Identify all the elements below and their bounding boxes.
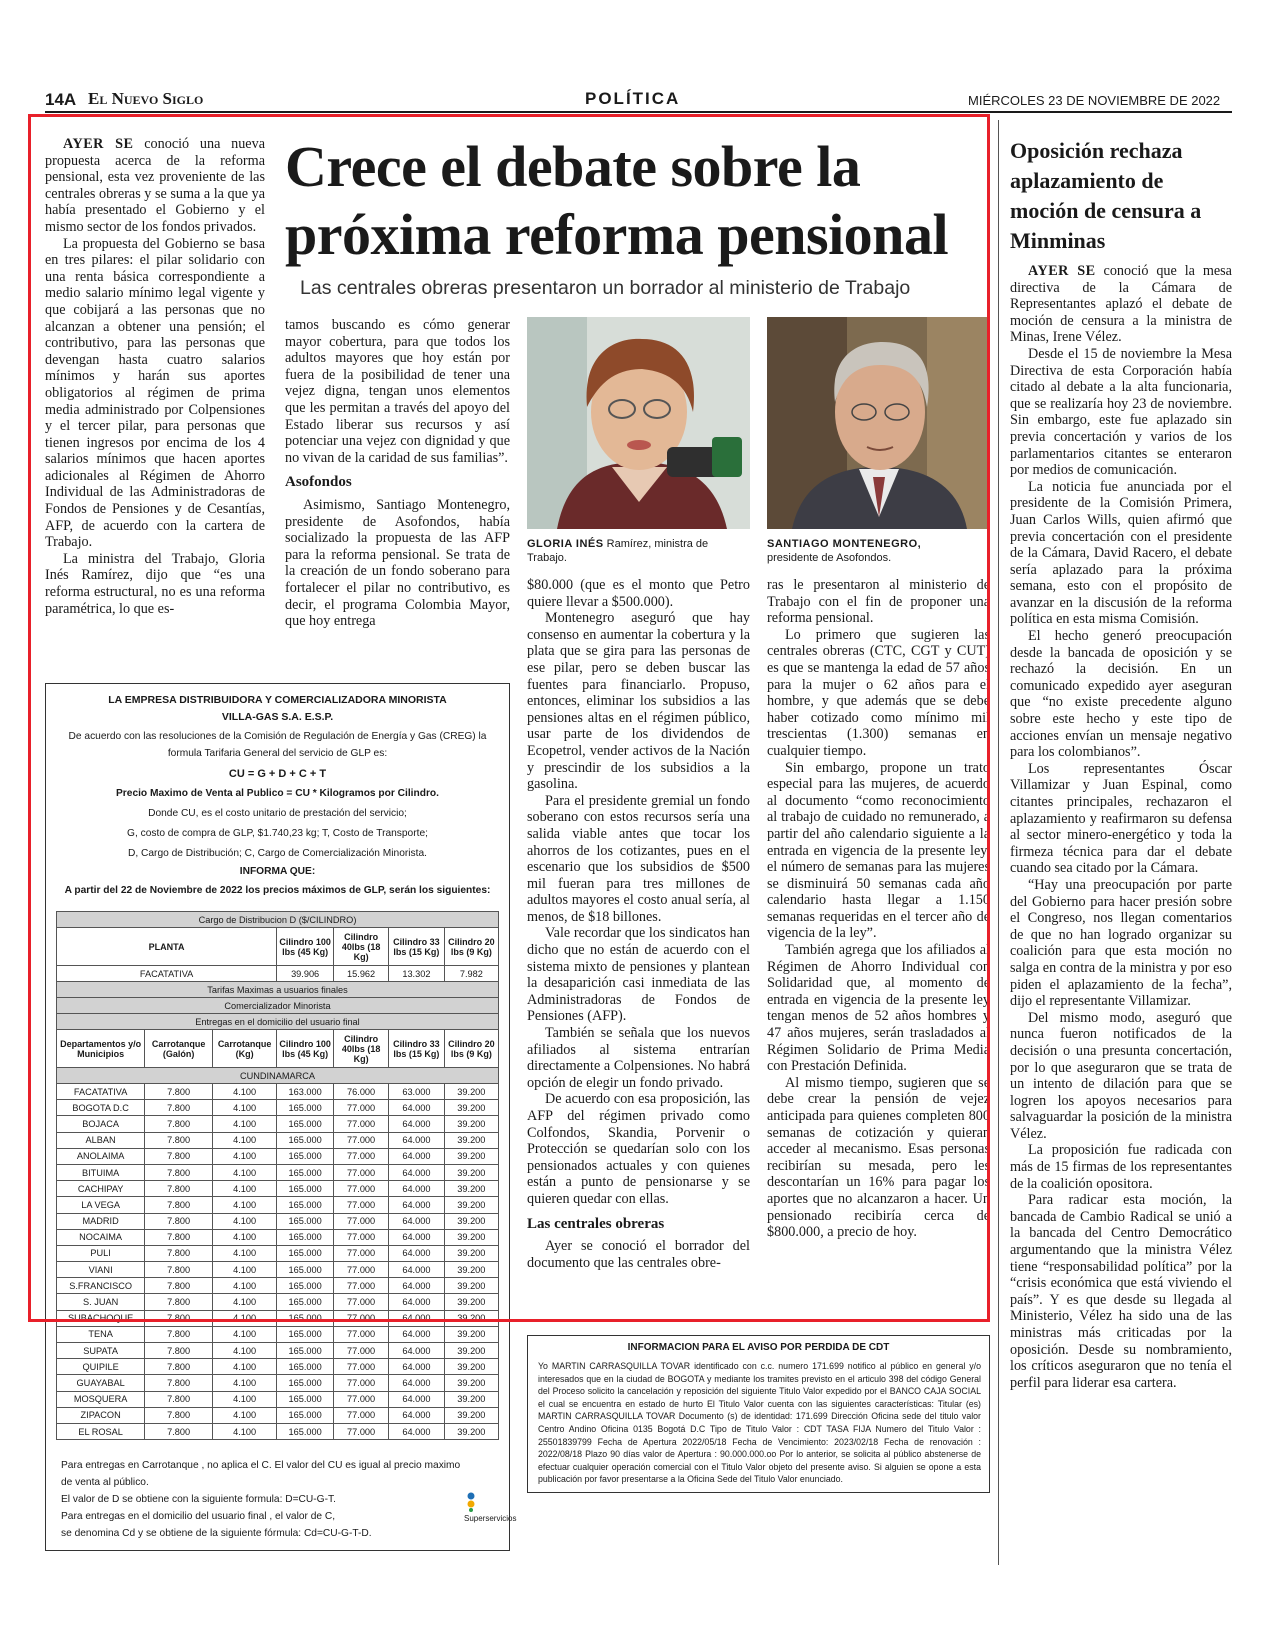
table-cell: 7.800	[145, 1343, 213, 1359]
table-cell: 165.000	[277, 1294, 334, 1310]
table-cell: 64.000	[389, 1375, 445, 1391]
band-distribucion: Cargo de Distribucion D ($/CILINDRO)	[57, 912, 499, 928]
table-cell: 165.000	[277, 1262, 334, 1278]
table-cell: 4.100	[213, 1132, 277, 1148]
photo-caption-1	[527, 537, 750, 565]
table-cell: 4.100	[213, 1213, 277, 1229]
table-band-row	[57, 982, 499, 998]
article-paragraph: Vale recordar que los sindicatos han dicho que no están de acuerdo con el sistema mixto de pensiones y plantean la desaparición casi inmediata de las Administradoras de Fondos de Pensiones (AFP).	[527, 925, 750, 1025]
table-cell: 64.000	[389, 1164, 445, 1180]
table-cell: 7.800	[145, 1084, 213, 1100]
cyl-header-33: Cilindro 33 lbs (15 Kg)	[389, 1030, 445, 1068]
table-row	[57, 1359, 499, 1375]
article-paragraph	[1010, 263, 1232, 346]
table-cell: 39.200	[444, 1148, 498, 1164]
table-cell: 77.000	[334, 1310, 389, 1326]
article-paragraph: “Hay una preocupación por parte del Gobierno para hacer presión sobre el Congreso, nos llegan comentarios de que no han logrado organizar su coalición para que esta moción no salga en contra de la ministra y por eso piden el aplazamiento de la fecha”, dijo el representante Villamizar.	[1010, 876, 1232, 1010]
table-row	[57, 1132, 499, 1148]
table-cell: 7.800	[145, 1197, 213, 1213]
table-cell: 4.100	[213, 1100, 277, 1116]
article-paragraph: $80.000 (que es el monto que Petro quiere llevar a $500.000).	[527, 577, 750, 610]
table-cell: 165.000	[277, 1132, 334, 1148]
table-header-row	[57, 1030, 499, 1068]
table-cell: BOJACA	[57, 1116, 145, 1132]
table-cell: 39.200	[444, 1229, 498, 1245]
table-cell: 165.000	[277, 1164, 334, 1180]
page-number: 14A	[45, 90, 77, 109]
table-cell: 7.982	[444, 966, 498, 982]
table-row	[57, 1262, 499, 1278]
table-cell: 165.000	[277, 1310, 334, 1326]
article-paragraph: Al mismo tiempo, sugieren que se debe crear la pensión de vejez anticipada para quienes completen 800 semanas de cotización y quieran acceder al mecanismo. Esas personas recibirían su mesada, pero les descontarían un 16% para pagar los aportes que no alcanzaron a hacer. Un pensionado recibiría cerca de $800.000, a precio de hoy.	[767, 1074, 990, 1241]
article-paragraph: Asimismo, Santiago Montenegro, presidente de Asofondos, había socializado la propuesta de las AFP para la reforma pensional. Se trata de la creación de un fondo soberano para fortalecer el pilar no contributivo, es decir, el programa Colombia Mayor, que hoy entrega	[285, 496, 510, 630]
main-subheadline: Las centrales obreras presentaron un borrador al ministerio de Trabajo	[300, 277, 911, 299]
article-paragraph: tamos buscando es cómo generar mayor cobertura, para que todos los adultos mayores que hoy están por fuera de la posibilidad de tener una vejez digna, tengan unos elementos que les permitan a través del apoyo del Estado liberar sus recursos y así potenciar una vejez con dignidad y que no vivan de la caridad de sus familias”.	[285, 317, 510, 466]
ad-footnote: El valor de D se obtiene con la siguiente formula: D=CU-G-T.	[61, 1494, 336, 1505]
table-cell: 64.000	[389, 1148, 445, 1164]
table-cell: 4.100	[213, 1407, 277, 1423]
table-row	[57, 1310, 499, 1326]
table-cell: 77.000	[334, 1148, 389, 1164]
dept-header: Departamentos y/o Municipios	[57, 1030, 145, 1068]
table-cell: 64.000	[389, 1359, 445, 1375]
article-paragraph: Del mismo modo, aseguró que nunca fueron notificados de la decisión o una presunta concertación, por lo que aseguraron que se trata de un intento de dilación para que se logren los apoyos necesarios para salvaguardar la posición de la ministra Vélez.	[1010, 1009, 1232, 1142]
table-cell: 165.000	[277, 1181, 334, 1197]
article-paragraph: Sin embargo, propone un trato especial para las mujeres, de acuerdo al documento “como reconocimiento al trabajo de cuidado no remunerado, a partir del año calendario siguiente a la entrada en vigencia de la presente ley, el número de semanas para las mujeres se disminuirá 50 semanas cada año calendario hasta llegar a 1.150 semanas requeridas en el tercer año de vigencia de la ley”.	[767, 759, 990, 942]
table-cell: 77.000	[334, 1164, 389, 1180]
table-cell: 77.000	[334, 1132, 389, 1148]
cyl-header-20: Cilindro 20 lbs (9 Kg)	[444, 928, 498, 966]
table-row	[57, 1084, 499, 1100]
table-band-row	[57, 912, 499, 928]
table-cell: 4.100	[213, 1181, 277, 1197]
article-paragraph: Los representantes Óscar Villamizar y Juan Espinal, como citantes principales, rechazaron el aplazamiento y reafirmaron su defensa al sector minero-energético y toda la firmeza técnica para dar el debate cuando sea citado por la Cámara.	[1010, 760, 1232, 877]
table-row	[57, 1116, 499, 1132]
main-headline	[285, 133, 975, 269]
region-label: CUNDINAMARCA	[57, 1068, 499, 1084]
table-cell: 39.200	[444, 1343, 498, 1359]
ad-definition-3: D, Cargo de Distribución; C, Cargo de Comercialización Minorista.	[128, 848, 427, 859]
table-cell: 4.100	[213, 1310, 277, 1326]
table-cell: 7.800	[145, 1375, 213, 1391]
table-cell: 7.800	[145, 1116, 213, 1132]
table-cell: 39.200	[444, 1391, 498, 1407]
table-band-row	[57, 998, 499, 1014]
table-cell: S. JUAN	[57, 1294, 145, 1310]
table-cell: 7.800	[145, 1423, 213, 1439]
cdt-notice-body: Yo MARTIN CARRASQUILLA TOVAR identificado con c.c. numero 171.699 notifico al público en general y/o interesados que en la ciudad de BOGOTA y mediante los tramites previsto en el articulo 398 del código General del Proceso solicito la cancelación y reposición del siguiente Titulo Valor expedido por el BANCO CAJA SOCIAL el cual se encuentra en estado de hurto El Titulo Valor cuenta con las siguientes características: Titular (es) MARTIN CARRASQUILLA TOVAR Documento (s) de identidad: 171.699 Dirección Oficina sede del titulo valor Centro Andino Oficina 0135 Bogotá D.C Tipo de Titulo Valor : CDT TASA FIJA Numero del Titulo Valor : 25501839799 Fecha de Apertura 2022/05/18 Fecha de Vencimiento: 2023/02/18 Fecha de renovación : 2022/08/18 Plazo 90 días valor de Apertura : 90.000.000.oo Por lo anterior, se solicita al público abstenerse de efectuar cualquier operación comercial con el Titulo Valor objeto del presente aviso. Si alguien se opone a esta publicación por favor presentarse a la Oficina Sede del Titulo Valor enunciado.	[538, 1361, 981, 1485]
article-subheading: Las centrales obreras	[527, 1215, 665, 1232]
carrotanque-kg-header: Carrotanque (Kg)	[213, 1030, 277, 1068]
table-cell: 77.000	[334, 1326, 389, 1342]
headline-line-2: próxima reforma pensional	[285, 202, 949, 267]
table-cell: 7.800	[145, 1148, 213, 1164]
article-paragraph: También agrega que los afiliados al Régimen de Ahorro Individual con Solidaridad que, al momento de entrada en vigencia de la presente ley tengan menos de 52 años hombres y 47 años mujeres, serán trasladados al Régimen Solidario de Prima Media con Prestación Definida.	[767, 942, 990, 1075]
table-cell: 7.800	[145, 1391, 213, 1407]
table-cell: 7.800	[145, 1229, 213, 1245]
article-subheading: Asofondos	[285, 474, 352, 491]
table-cell: 4.100	[213, 1229, 277, 1245]
table-cell: 4.100	[213, 1245, 277, 1261]
table-cell: 7.800	[145, 1278, 213, 1294]
table-cell: 165.000	[277, 1213, 334, 1229]
table-cell: 39.200	[444, 1181, 498, 1197]
ad-footnote: Para entregas en Carrotanque , no aplica el C. El valor del CU es igual al precio maximo	[61, 1460, 461, 1471]
table-cell: 4.100	[213, 1116, 277, 1132]
table-cell: 7.800	[145, 1294, 213, 1310]
paragraph-text: conoció una nueva propuesta acerca de la reforma pensional, esta vez proveniente de las centrales obreras y se suma a la que ya había presentado el Gobierno y el mismo sector de los fondos privados.	[45, 136, 265, 235]
ad-title-2: VILLA-GAS S.A. E.S.P.	[221, 711, 334, 723]
table-cell: 64.000	[389, 1391, 445, 1407]
table-cell: 77.000	[334, 1116, 389, 1132]
ad-definition-2: G, costo de compra de GLP, $1.740,23 kg; T, Costo de Transporte;	[127, 828, 428, 839]
table-cell: 165.000	[277, 1229, 334, 1245]
table-cell: 64.000	[389, 1278, 445, 1294]
article-paragraph: Lo primero que sugieren las centrales obreras (CTC, CGT y CUT) es que se mantenga la edad de 57 años para la mujer o 62 años para el hombre, y que además que se debe haber cotizado como mínimo mil trescientas (1.300) semanas en cualquier tiempo.	[767, 626, 990, 759]
table-cell: 77.000	[334, 1229, 389, 1245]
ad-title-1: LA EMPRESA DISTRIBUIDORA Y COMERCIALIZADORA MINORISTA	[108, 694, 447, 706]
table-row	[57, 1375, 499, 1391]
table-cell: ANOLAIMA	[57, 1148, 145, 1164]
table-cell: NOCAIMA	[57, 1229, 145, 1245]
article-paragraph: Montenegro aseguró que hay consenso en aumentar la cobertura y la plata que se gira para las personas de ese pilar, pero se deben buscar las fuentes para financiarlo. Propuso, entonces, eliminar los subsidios a las pensiones altas en el régimen público, usar parte de los dividendos de Ecopetrol, vender activos de la Nación y prescindir de los subsidios a la gasolina.	[527, 610, 750, 793]
newspaper-logo: El Nuevo Siglo	[88, 89, 204, 108]
caption-name: GLORIA INÉS	[527, 538, 604, 550]
table-cell: 4.100	[213, 1359, 277, 1375]
article-paragraph: Desde el 15 de noviembre la Mesa Directiva de esta Corporación había citado al debate a la alta funcionaria, que se realizaría hoy 23 de noviembre. Sin embargo, este fue aplazado sin previa concertación y varios de los parlamentarios citantes se enteraron por medios de comunicación.	[1010, 345, 1232, 479]
table-cell: CACHIPAY	[57, 1181, 145, 1197]
ad-definition-1: Donde CU, es el costo unitario de prestación del servicio;	[148, 808, 407, 819]
table-cell: 77.000	[334, 1359, 389, 1375]
table-cell: 77.000	[334, 1213, 389, 1229]
table-cell: 39.200	[444, 1407, 498, 1423]
article-paragraph: También se señala que los nuevos afiliados al sistema entrarían directamente a Colpensiones. No habrá opción de elegir un fondo privado.	[527, 1025, 750, 1091]
table-cell: 77.000	[334, 1197, 389, 1213]
table-cell: 39.200	[444, 1310, 498, 1326]
table-cell: 77.000	[334, 1181, 389, 1197]
gas-price-table	[56, 911, 499, 1440]
table-cell: 4.100	[213, 1294, 277, 1310]
cyl-header-20: Cilindro 20 lbs (9 Kg)	[444, 1030, 498, 1068]
table-cell: 64.000	[389, 1407, 445, 1423]
table-cell: 165.000	[277, 1278, 334, 1294]
table-cell: 64.000	[389, 1213, 445, 1229]
table-cell: LA VEGA	[57, 1197, 145, 1213]
planta-header: PLANTA	[57, 928, 277, 966]
table-row	[57, 1326, 499, 1342]
table-cell: 39.200	[444, 1213, 498, 1229]
article-paragraph: La proposición fue radicada con más de 15 firmas de los representantes de la coalición opositora.	[1010, 1142, 1232, 1192]
article-paragraph: La propuesta del Gobierno se basa en tres pilares: el pilar solidario con una renta básica correspondiente a medio salario mínimo legal vigente y que cobijará a las personas que no alcanzan a obtener una pensión; el contributivo, para las personas que devengan hasta cuatro salarios mínimos y harán sus aportes obligatorios al régimen de prima media administrado por Colpensiones y el tercer pilar, para personas que tienen ingresos por encima de los 4 salarios mínimos que hacen aportes adicionales al Régimen de Ahorro Individual de las Administradoras de Fondos de Pensiones y de Cesantías, AFP, de acuerdo con la cartera de Trabajo.	[45, 235, 265, 551]
table-cell: 4.100	[213, 1391, 277, 1407]
table-cell: FACATATIVA	[57, 1084, 145, 1100]
table-cell: 165.000	[277, 1326, 334, 1342]
table-cell: 77.000	[334, 1423, 389, 1439]
table-row	[57, 1100, 499, 1116]
section-name: POLÍTICA	[585, 89, 681, 108]
ad-intro-2: formula Tarifaria General del servicio de GLP es:	[167, 748, 388, 759]
table-cell: 165.000	[277, 1407, 334, 1423]
table-cell: 165.000	[277, 1116, 334, 1132]
table-cell: 39.200	[444, 1197, 498, 1213]
table-cell: 7.800	[145, 1132, 213, 1148]
table-cell: 4.100	[213, 1423, 277, 1439]
table-row	[57, 1278, 499, 1294]
table-cell: 4.100	[213, 1164, 277, 1180]
article-column-1	[45, 136, 265, 668]
table-cell: QUIPILE	[57, 1359, 145, 1375]
article-paragraph: Para radicar esta moción, la bancada de Cambio Radical se unió a la bancada del Centro Democrático argumentando que la ministra Vélez tiene “responsabilidad política” por la “crisis económica que está viviendo el país”. Y es que desde su llegada al Ministerio, Vélez ha sido una de las ministras más criticadas por la oposición. Desde su nombramiento, los críticos aseguraron que no tenía el perfil para liderar esa cartera.	[1010, 1192, 1232, 1391]
table-cell: 7.800	[145, 1213, 213, 1229]
table-cell: SUPATA	[57, 1343, 145, 1359]
table-cell: 64.000	[389, 1262, 445, 1278]
article-paragraph: De acuerdo con esa proposición, las AFP del régimen privado como Colfondos, Skandia, Porvenir o Protección se quedarían solo con los pensionados actuales y con quienes están a punto de pensionarse y se quieren quedar con ellas.	[527, 1091, 750, 1207]
table-cell: ALBAN	[57, 1132, 145, 1148]
lead-word: AYER SE	[1028, 263, 1096, 279]
table-cell: 77.000	[334, 1262, 389, 1278]
table-cell: 64.000	[389, 1326, 445, 1342]
table-cell: 165.000	[277, 1391, 334, 1407]
table-cell: 64.000	[389, 1229, 445, 1245]
table-cell: 7.800	[145, 1407, 213, 1423]
article-paragraph: Ayer se conoció el borrador del documento que las centrales obre-	[527, 1238, 750, 1271]
table-cell: 39.200	[444, 1326, 498, 1342]
table-cell: MADRID	[57, 1213, 145, 1229]
table-cell: PULI	[57, 1245, 145, 1261]
table-cell: 165.000	[277, 1245, 334, 1261]
article-paragraph: El hecho generó preocupación desde la bancada de oposición y se rechazó la decisión. En un comunicado expedido ayer aseguran que “no existe precedente alguno sobre este hecho y este tipo de acciones envían un mensaje negativo para los colombianos”.	[1010, 628, 1232, 761]
table-cell: 4.100	[213, 1262, 277, 1278]
table-band-row	[57, 1014, 499, 1030]
table-cell: 39.200	[444, 1359, 498, 1375]
table-cell: 64.000	[389, 1100, 445, 1116]
table-row	[57, 1391, 499, 1407]
table-cell: 64.000	[389, 1132, 445, 1148]
table-row	[57, 1229, 499, 1245]
table-cell: FACATATIVA	[57, 966, 277, 982]
table-cell: 39.200	[444, 1084, 498, 1100]
table-row	[57, 1407, 499, 1423]
table-cell: SUBACHOQUE	[57, 1310, 145, 1326]
table-cell: 64.000	[389, 1343, 445, 1359]
table-cell: 39.200	[444, 1278, 498, 1294]
table-row	[57, 1245, 499, 1261]
lead-word: AYER SE	[63, 136, 134, 152]
table-cell: 165.000	[277, 1100, 334, 1116]
table-cell: 77.000	[334, 1245, 389, 1261]
article-paragraph: ras le presentaron al ministerio de Trabajo con el fin de proponer una reforma pensional.	[767, 577, 990, 627]
band-tarifas: Tarifas Maximas a usuarios finales	[57, 982, 499, 998]
cdt-notice-title: INFORMACION PARA EL AVISO POR PERDIDA DE CDT	[627, 1342, 890, 1353]
ad-footnote: Para entregas en el domicilio del usuario final , el valor de C,	[61, 1511, 336, 1522]
cyl-header-100: Cilindro 100 lbs (45 Kg)	[277, 928, 334, 966]
caption-text: Ramírez, ministra de Trabajo.	[527, 538, 709, 564]
caption-text: presidente de Asofondos.	[767, 552, 892, 564]
table-cell: 4.100	[213, 1326, 277, 1342]
table-cell: 4.100	[213, 1197, 277, 1213]
table-cell: 64.000	[389, 1423, 445, 1439]
table-cell: 165.000	[277, 1148, 334, 1164]
band-comercializador: Comercializador Minorista	[57, 998, 499, 1014]
table-cell: 7.800	[145, 1164, 213, 1180]
ad-footnotes	[61, 1457, 481, 1542]
side-article-body	[1010, 263, 1232, 1573]
table-cell: 163.000	[277, 1084, 334, 1100]
table-row	[57, 1213, 499, 1229]
table-cell: 39.200	[444, 1132, 498, 1148]
table-cell: VIANI	[57, 1262, 145, 1278]
table-cell: 4.100	[213, 1343, 277, 1359]
table-row	[57, 1423, 499, 1439]
table-header-row	[57, 928, 499, 966]
planta-row	[57, 966, 499, 982]
table-cell: 39.200	[444, 1294, 498, 1310]
article-column-4	[767, 577, 990, 1315]
table-cell: 39.200	[444, 1375, 498, 1391]
article-paragraph: La noticia fue anunciada por el presidente de la Comisión Primera, Juan Carlos Wills, quien afirmó que previa concertación con el presidente de la Cámara, David Racero, el debate sería aplazado para la próxima semana, esto con el propósito de avanzar en la discusión de la reforma política en esta misma Comisión.	[1010, 478, 1232, 628]
table-cell: 4.100	[213, 1084, 277, 1100]
table-band-row	[57, 1068, 499, 1084]
ad-footnote: de venta al público.	[61, 1477, 149, 1488]
portrait-woman-image	[527, 317, 750, 529]
table-row	[57, 1181, 499, 1197]
photo-gloria-ines-ramirez	[527, 317, 750, 529]
table-cell: MOSQUERA	[57, 1391, 145, 1407]
table-row	[57, 1197, 499, 1213]
photo-santiago-montenegro	[767, 317, 990, 529]
photo-caption-2	[767, 537, 990, 565]
table-cell: 64.000	[389, 1116, 445, 1132]
table-row	[57, 1148, 499, 1164]
table-cell: S.FRANCISCO	[57, 1278, 145, 1294]
table-cell: 15.962	[334, 966, 389, 982]
table-cell: 64.000	[389, 1310, 445, 1326]
paragraph-text: conoció que la mesa directiva de la Cámara de Representantes aplazó el debate de moción de censura a la ministra de Minas, Irene Vélez.	[1010, 263, 1232, 346]
table-cell: 39.200	[444, 1262, 498, 1278]
headline-line-1: Crece el debate sobre la	[285, 134, 861, 199]
column-divider	[998, 120, 999, 1565]
table-cell: 64.000	[389, 1197, 445, 1213]
table-cell: 7.800	[145, 1262, 213, 1278]
table-cell: 76.000	[334, 1084, 389, 1100]
table-cell: ZIPACON	[57, 1407, 145, 1423]
table-cell: 39.200	[444, 1116, 498, 1132]
table-cell: 39.200	[444, 1164, 498, 1180]
ad-informa: INFORMA QUE:	[239, 866, 316, 877]
ad-footnote: se denomina Cd y se obtiene de la siguiente fórmula: Cd=CU-G-T-D.	[61, 1528, 372, 1539]
table-cell: 165.000	[277, 1375, 334, 1391]
table-cell: 64.000	[389, 1245, 445, 1261]
table-cell: 77.000	[334, 1391, 389, 1407]
table-cell: 7.800	[145, 1100, 213, 1116]
table-cell: 39.200	[444, 1423, 498, 1439]
table-cell: 77.000	[334, 1294, 389, 1310]
article-paragraph: La ministra del Trabajo, Gloria Inés Ramírez, dijo que “es una reforma estructural, no es una reforma paramétrica, lo que es-	[45, 550, 265, 617]
table-cell: 165.000	[277, 1359, 334, 1375]
table-cell: 165.000	[277, 1423, 334, 1439]
article-column-3	[527, 577, 750, 1315]
superservicios-logo-icon	[464, 1492, 478, 1512]
issue-date: MIÉRCOLES 23 DE NOVIEMBRE DE 2022	[968, 93, 1221, 108]
cdt-loss-notice	[527, 1335, 990, 1493]
table-cell: 64.000	[389, 1181, 445, 1197]
table-cell: 165.000	[277, 1343, 334, 1359]
table-cell: BITUIMA	[57, 1164, 145, 1180]
band-entregas: Entregas en el domicilio del usuario final	[57, 1014, 499, 1030]
table-cell: 39.906	[277, 966, 334, 982]
ad-formula-1: CU = G + D + C + T	[228, 768, 327, 780]
table-cell: 4.100	[213, 1278, 277, 1294]
table-cell: 7.800	[145, 1181, 213, 1197]
table-row	[57, 1343, 499, 1359]
table-cell: 63.000	[389, 1084, 445, 1100]
table-cell: 77.000	[334, 1407, 389, 1423]
table-cell: 7.800	[145, 1310, 213, 1326]
header-rule	[45, 111, 1232, 113]
cyl-header-40: Cilindro 40lbs (18 Kg)	[334, 1030, 389, 1068]
portrait-man-image	[767, 317, 990, 529]
table-cell: TENA	[57, 1326, 145, 1342]
article-paragraph: Para el presidente gremial un fondo soberano con estos recursos sería una salida viable antes que tocar los ahorros de los cotizantes, pues en el escenario que los subsidios de $500 mil fueran para tres millones de adultos mayores el costo anual sería, al menos, de $18 billones.	[527, 792, 750, 925]
side-article-headline: Oposición rechaza aplazamiento de moción de censura a Minminas	[1010, 138, 1202, 253]
table-cell: 77.000	[334, 1343, 389, 1359]
table-row	[57, 1294, 499, 1310]
table-cell: 165.000	[277, 1197, 334, 1213]
table-cell: 64.000	[389, 1294, 445, 1310]
carrotanque-galon-header: Carrotanque (Galón)	[145, 1030, 213, 1068]
article-column-2	[285, 317, 510, 668]
table-cell: 4.100	[213, 1148, 277, 1164]
table-cell: 4.100	[213, 1375, 277, 1391]
gas-price-ad	[45, 683, 517, 1551]
table-cell: EL ROSAL	[57, 1423, 145, 1439]
table-cell: 39.200	[444, 1100, 498, 1116]
ad-intro-1: De acuerdo con las resoluciones de la Comisión de Regulación de Energía y Gas (CREG) la	[68, 731, 487, 742]
table-cell: 7.800	[145, 1245, 213, 1261]
table-cell: 77.000	[334, 1100, 389, 1116]
ad-formula-2: Precio Maximo de Venta al Publico = CU * Kilogramos por Cilindro.	[116, 788, 439, 799]
table-cell: 7.800	[145, 1359, 213, 1375]
table-cell: 7.800	[145, 1326, 213, 1342]
table-cell: GUAYABAL	[57, 1375, 145, 1391]
table-cell: 39.200	[444, 1245, 498, 1261]
table-cell: 13.302	[389, 966, 445, 982]
table-cell: 77.000	[334, 1375, 389, 1391]
article-paragraph	[45, 136, 265, 236]
municipality-rows	[57, 1084, 499, 1440]
cyl-header-33: Cilindro 33 lbs (15 Kg)	[389, 928, 445, 966]
ad-from-date: A partir del 22 de Noviembre de 2022 los precios máximos de GLP, serán los siguientes:	[64, 885, 491, 896]
table-cell: 77.000	[334, 1278, 389, 1294]
table-row	[57, 1164, 499, 1180]
table-cell: BOGOTA D.C	[57, 1100, 145, 1116]
cyl-header-100: Cilindro 100 lbs (45 Kg)	[277, 1030, 334, 1068]
superservicios-logo-text: Superservicios	[464, 1514, 517, 1523]
superservicios-logo	[464, 1492, 516, 1523]
cyl-header-40: Cilindro 40lbs (18 Kg)	[334, 928, 389, 966]
caption-name: SANTIAGO MONTENEGRO,	[767, 538, 922, 550]
